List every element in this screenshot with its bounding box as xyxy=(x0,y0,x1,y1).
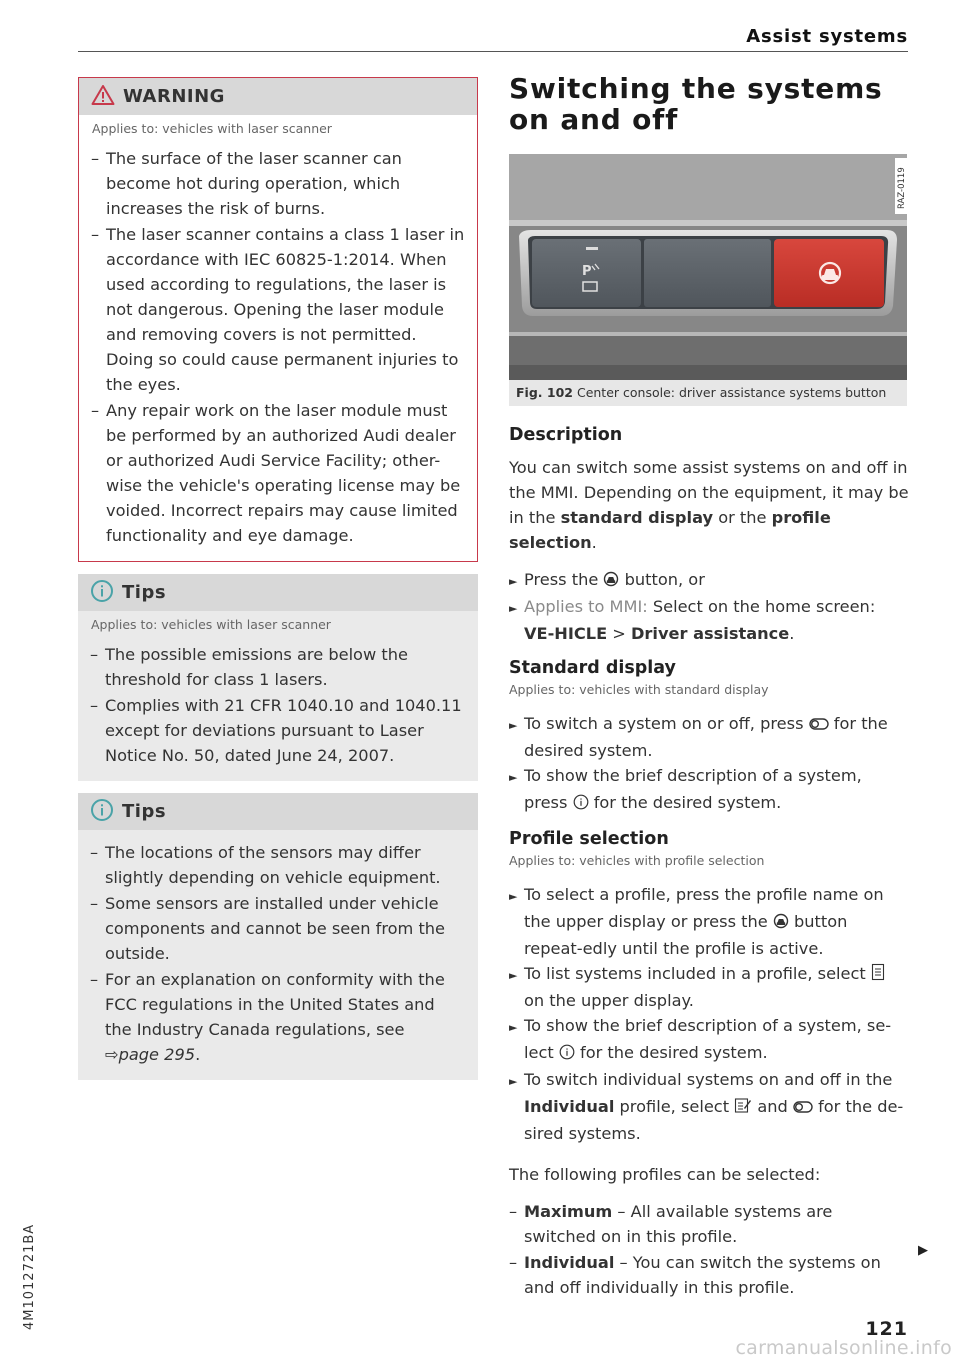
warning-triangle-icon xyxy=(91,84,115,110)
toggle-icon xyxy=(793,1096,813,1121)
document-code: 4M1012721BA xyxy=(22,1223,37,1330)
warning-header xyxy=(79,78,477,115)
list-icon xyxy=(871,963,885,988)
edit-icon xyxy=(734,1096,752,1121)
list-item: ► Press the button, or xyxy=(509,567,909,594)
info-icon xyxy=(90,798,114,826)
page-number: 121 xyxy=(865,1318,908,1340)
list-item: – The laser scanner contains a class 1 laser in accordance with IEC 60825-1:2014. When used according to regulations, the laser is not dangerous. Opening the laser module and removing covers is not permitted. Doing so could cause permanent injuries to the eyes. xyxy=(91,225,465,394)
figure-code: RAZ-0119 xyxy=(897,167,907,209)
tips-title: Tips xyxy=(122,801,167,822)
tips-body xyxy=(78,611,478,781)
profiles-intro: The following profiles can be selected: xyxy=(509,1165,821,1184)
section-title: Switching the systems on and off xyxy=(509,72,883,136)
page-reference-link[interactable]: ⇨page 295 xyxy=(105,1045,196,1064)
footer-watermark: carmanualsonline.info xyxy=(735,1337,952,1359)
driver-assist-button-icon xyxy=(773,911,789,936)
figure-center-console xyxy=(509,154,907,380)
tips-box-laser xyxy=(78,574,478,781)
continue-arrow-icon: ▶ xyxy=(918,1243,928,1258)
list-item: ► To select a profile, press the profile name on the upper display or press the button repeat-edly until the profile is active. xyxy=(509,885,884,958)
list-item: ► To list systems included in a profile, select on the upper display. xyxy=(509,961,909,1013)
figure-caption: Fig. 102 Center console: driver assistance systems button xyxy=(509,380,907,406)
driver-assist-button-icon xyxy=(603,569,619,594)
profile-applies: Applies to: vehicles with profile selection xyxy=(509,853,765,868)
standard-steps xyxy=(509,711,909,817)
list-item: – Complies with 21 CFR 1040.10 and 1040.11 except for deviations pursuant to Laser Notice No. 50, dated June 24, 2007. xyxy=(90,696,462,765)
list-item: – The surface of the laser scanner can become hot during operation, which increases the risk of burns. xyxy=(91,149,402,218)
list-item: ► To show the brief description of a system, se-lect for the desired system. xyxy=(509,1013,909,1067)
list-item: ► To show the brief description of a system, press for the desired system. xyxy=(509,763,909,817)
description-heading: Description xyxy=(509,425,623,445)
toggle-icon xyxy=(809,713,829,738)
description-paragraph: You can switch some assist systems on and off in the MMI. Depending on the equipment, it may be in the standard display or the profile selection. xyxy=(509,458,909,552)
profile-selection-heading: Profile selection xyxy=(509,829,669,849)
left-column xyxy=(78,77,478,1092)
header-rule xyxy=(78,51,908,52)
tips-box-sensors xyxy=(78,793,478,1080)
info-circle-icon xyxy=(559,1042,575,1067)
tips-applies: Applies to: vehicles with laser scanner xyxy=(91,617,331,632)
header-title: Assist systems xyxy=(746,26,908,47)
right-column xyxy=(509,73,909,1301)
list-item: ► Applies to MMI: Select on the home screen: VE-HICLE > Driver assistance. xyxy=(509,597,876,643)
warning-title: WARNING xyxy=(123,86,225,107)
list-item: – Any repair work on the laser module must be performed by an authorized Audi dealer or authorized Audi Service Facility; other-wise the vehicle's operating license may be voided. Incorrect repairs may cause limited functionality and eye damage. xyxy=(91,401,461,545)
svg-text:P: P xyxy=(582,264,592,279)
standard-applies: Applies to: vehicles with standard display xyxy=(509,682,769,697)
warning-applies: Applies to: vehicles with laser scanner xyxy=(92,121,332,136)
list-item: – The locations of the sensors may differ slightly depending on vehicle equipment. xyxy=(90,843,441,887)
warning-body xyxy=(79,115,477,561)
list-item: – For an explanation on conformity with the FCC regulations in the United States and the Industry Canada regulations, see ⇨page 295. xyxy=(90,970,445,1064)
profile-steps xyxy=(509,882,909,1146)
description-steps xyxy=(509,567,909,646)
list-item: – The possible emissions are below the threshold for class 1 lasers. xyxy=(90,645,408,689)
list-item: – Individual – You can switch the systems on and off individually in this profile. xyxy=(509,1253,881,1297)
list-item: – Maximum – All available systems are switched on in this profile. xyxy=(509,1202,833,1246)
tips-body xyxy=(78,830,478,1080)
info-icon xyxy=(90,579,114,607)
warning-box xyxy=(78,77,478,562)
standard-display-heading: Standard display xyxy=(509,658,676,678)
tips-header xyxy=(78,793,478,830)
list-item: ► To switch individual systems on and off in the Individual profile, select and for the de-sired systems. xyxy=(509,1070,904,1143)
tips-header xyxy=(78,574,478,611)
list-item: – Some sensors are installed under vehicle components and cannot be seen from the outside. xyxy=(90,894,446,963)
tips-title: Tips xyxy=(122,582,167,603)
info-circle-icon xyxy=(573,792,589,817)
list-item: ► To switch a system on or off, press for the desired system. xyxy=(509,714,888,760)
